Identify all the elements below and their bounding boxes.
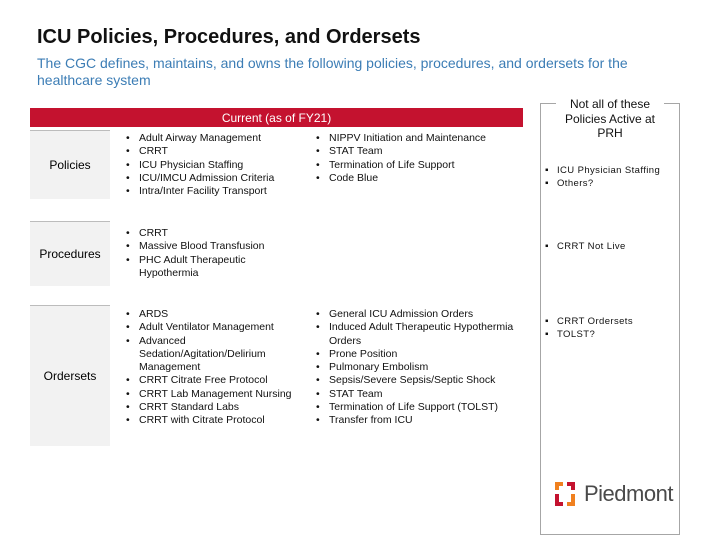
list-item: • Termination of Life Support (TOLST) <box>316 401 526 414</box>
list-item: • Intra/Inter Facility Transport <box>126 185 304 198</box>
list-item: • Adult Ventilator Management <box>126 321 306 334</box>
list-item: • PHC Adult Therapeutic Hypothermia <box>126 254 296 281</box>
page-subtitle: The CGC defines, maintains, and owns the following policies, procedures, and ordersets for the healthcare system <box>37 55 628 88</box>
row-label-text: Ordersets <box>43 369 97 383</box>
list-item: • STAT Team <box>316 388 526 401</box>
row-label-text: Policies <box>49 158 91 172</box>
list-item: • STAT Team <box>316 145 526 158</box>
list-item: • Transfer from ICU <box>316 414 526 427</box>
list-item: • CRRT Citrate Free Protocol <box>126 374 306 387</box>
list-item: • General ICU Admission Orders <box>316 308 526 321</box>
ordersets-list-col2 <box>316 308 526 428</box>
list-item: ▪ ICU Physician Staffing <box>545 164 677 177</box>
list-item: • Induced Adult Therapeutic Hypothermia Orders <box>316 321 526 348</box>
row-label-ordersets <box>30 305 110 446</box>
list-item: • ARDS <box>126 308 306 321</box>
list-item: ▪ CRRT Ordersets <box>545 315 677 328</box>
list-item: • Sepsis/Severe Sepsis/Septic Shock <box>316 374 526 387</box>
piedmont-logo <box>553 480 673 508</box>
page-title: ICU Policies, Procedures, and Ordersets <box>37 26 421 48</box>
list-item: ▪ Others? <box>545 177 677 190</box>
current-header-label: Current (as of FY21) <box>221 110 332 125</box>
list-item: • NIPPV Initiation and Maintenance <box>316 132 526 145</box>
list-item: • ICU Physician Staffing <box>126 159 304 172</box>
policies-side-list <box>545 164 677 191</box>
procedures-side-list <box>545 240 677 253</box>
list-item: • CRRT Lab Management Nursing <box>126 388 306 401</box>
policies-list-col2 <box>316 132 526 185</box>
row-label-procedures <box>30 221 110 286</box>
current-header-bar <box>30 108 523 127</box>
side-panel-title: Not all of these Policies Active at PRH <box>556 97 664 141</box>
ordersets-list-col1 <box>126 308 306 428</box>
list-item: • CRRT Standard Labs <box>126 401 306 414</box>
list-item: • ICU/IMCU Admission Criteria <box>126 172 304 185</box>
list-item: ▪ CRRT Not Live <box>545 240 677 253</box>
piedmont-logo-text: Piedmont <box>584 481 673 506</box>
list-item: • Pulmonary Embolism <box>316 361 526 374</box>
policies-list-col1 <box>126 132 304 198</box>
row-label-text: Procedures <box>39 247 101 261</box>
list-item: • Code Blue <box>316 172 526 185</box>
list-item: • Prone Position <box>316 348 526 361</box>
list-item: ▪ TOLST? <box>545 328 677 341</box>
list-item: • CRRT <box>126 145 304 158</box>
piedmont-logo-icon <box>553 480 577 508</box>
list-item: • Adult Airway Management <box>126 132 304 145</box>
list-item: • Advanced Sedation/Agitation/Delirium Management <box>126 335 306 375</box>
list-item: • Termination of Life Support <box>316 159 526 172</box>
list-item: • CRRT with Citrate Protocol <box>126 414 306 427</box>
list-item: • Massive Blood Transfusion <box>126 240 296 253</box>
list-item: • CRRT <box>126 227 296 240</box>
row-label-policies <box>30 130 110 199</box>
procedures-list-col1 <box>126 227 296 280</box>
ordersets-side-list <box>545 315 677 342</box>
